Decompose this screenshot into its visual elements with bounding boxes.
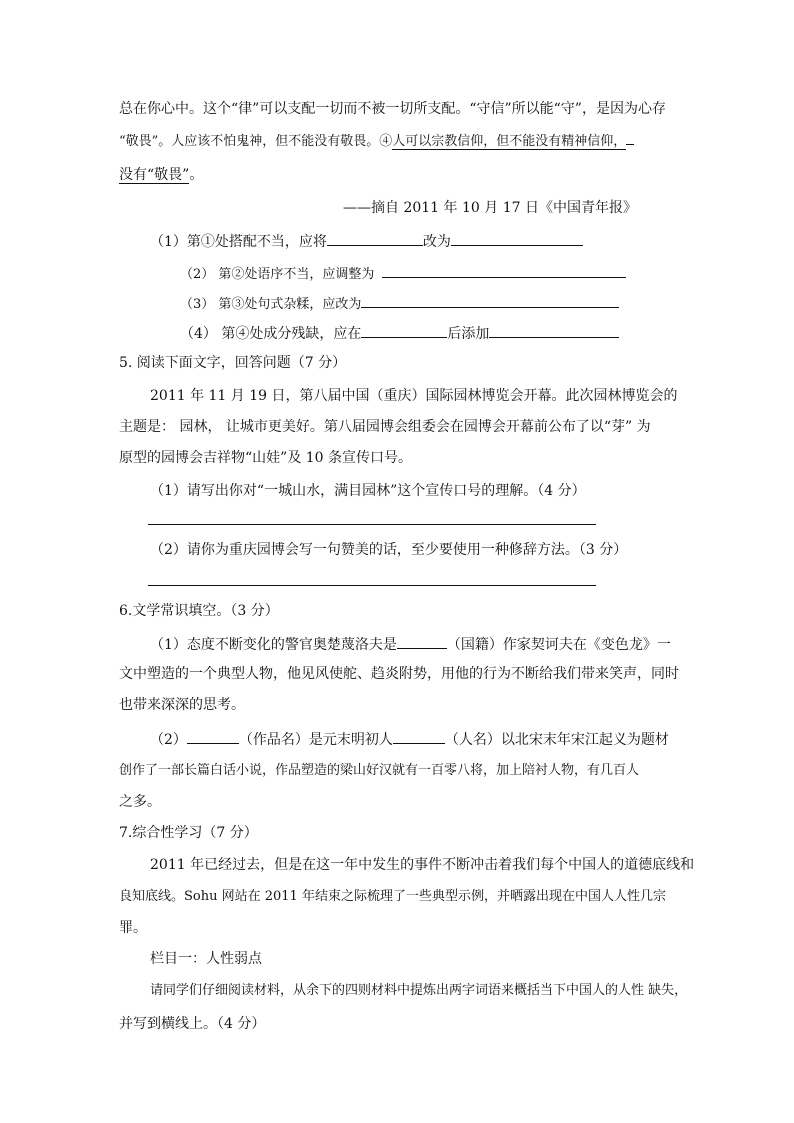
q4-sub3-blank[interactable]: [361, 293, 619, 308]
q5-para-line-3: 原型的园博会吉祥物“山娃”及 10 条宣传口号。: [119, 450, 413, 466]
q6-sub1-text-a: （1）态度不断变化的警官奥楚蔑洛夫是: [150, 637, 397, 653]
q5-sub1-answer-line[interactable]: [148, 524, 596, 525]
passage-line-3: [119, 166, 203, 184]
q7-para-line-3: 罪。: [119, 920, 147, 936]
q4-sub1-blank-1[interactable]: [327, 231, 423, 246]
q7-instruction-line-1: 请同学们仔细阅读材料，从余下的四则材料中提炼出两字词语来概括当下中国人的人性 缺失，: [150, 983, 688, 998]
q4-sub1-mid: 改为: [422, 234, 451, 250]
q6-sub2-text-b: （作品名）是元末明初人: [238, 732, 393, 748]
q6-heading: 6.文学常识填空。（3 分）: [119, 603, 279, 619]
q7-column-title: 栏目一：人性弱点: [150, 951, 262, 967]
passage-source: ——摘自 2011 年 10 月 17 日《中国青年报》: [343, 200, 637, 216]
q4-sub3-label: （3） 第③处句式杂糅，应改为: [180, 297, 362, 312]
q6-sub2-text-a: （2）: [150, 732, 187, 748]
q7-heading: 7.综合性学习（7 分）: [119, 825, 258, 841]
q6-author-name-blank[interactable]: [393, 729, 445, 744]
q4-sub4-blank-2[interactable]: [489, 323, 619, 338]
passage-underlined-sentence: 人可以宗教信仰，但不能没有精神信仰，: [392, 134, 627, 149]
q5-para-line-1: 2011 年 11 月 19 日，第八届中国（重庆）国际园林博览会开幕。此次园林博览会的: [150, 388, 678, 404]
passage-line-2-text: “敬畏”。人应该不怕鬼神，但不能没有敬畏。④: [119, 134, 393, 149]
q6-sub1-line-3: 也带来深深的思考。: [119, 697, 245, 713]
q4-sub2-label: （2） 第②处语序不当，应调整为: [180, 267, 375, 282]
q6-sub1-line-1: [150, 634, 671, 654]
q6-sub1-text-b: （国籍）作家契诃夫在《变色龙》一: [446, 637, 671, 653]
q4-sub1: [150, 231, 583, 251]
q7-instruction-line-2: 并写到横线上。（4 分）: [119, 1016, 266, 1032]
passage-underlined-end: 没有“敬畏”: [119, 167, 190, 183]
q5-sub1: （1）请写出你对“一城山水，满目园林”这个宣传口号的理解。（4 分）: [150, 483, 586, 499]
q4-sub1-label: （1）第①处搭配不当，应将: [150, 234, 327, 250]
passage-line-2: [119, 133, 634, 151]
passage-line-3-period: 。: [189, 167, 204, 183]
q4-sub2-blank[interactable]: [382, 263, 626, 278]
q4-sub4: [180, 323, 619, 343]
q4-sub1-blank-2[interactable]: [451, 231, 583, 246]
q5-heading: 5. 阅读下面文字，回答问题（7 分）: [119, 355, 347, 371]
q6-work-title-blank[interactable]: [187, 729, 239, 744]
q6-sub2-line-1: [150, 729, 669, 749]
q7-para-line-2: 良知底线。Sohu 网站在 2011 年结束之际梳理了一些典型示例，并晒露出现在中国人人性几宗: [119, 889, 666, 904]
q6-nationality-blank[interactable]: [397, 634, 447, 649]
q4-sub4-mid: 后添加: [447, 326, 490, 342]
q4-sub3: [180, 293, 619, 314]
q6-sub2-line-3: 之多。: [119, 794, 161, 810]
q4-sub4-blank-1[interactable]: [361, 323, 447, 338]
q4-sub4-label: （4） 第④处成分残缺，应在: [180, 326, 362, 342]
q7-para-line-1: 2011 年已经过去，但是在这一年中发生的事件不断冲击着我们每个中国人的道德底线和: [150, 857, 695, 873]
q6-sub2-line-2: 创作了一部长篇白话小说，作品塑造的梁山好汉就有一百零八将，加上陪衬人物，有几百人: [119, 763, 640, 778]
q6-sub2-text-c: （人名）以北宋末年宋江起义为题材: [444, 732, 669, 748]
q5-para-line-2: 主题是： 园林， 让城市更美好。第八届园博会组委会在园博会开幕前公布了以“芽” 为: [119, 419, 651, 435]
q6-sub1-line-2: 文中塑造的一个典型人物，他见风使舵、趋炎附势，用他的行为不断给我们带来笑声，同时: [119, 666, 679, 682]
underline-tail: [626, 144, 634, 145]
q5-sub2: （2）请你为重庆园博会写一句赞美的话，至少要使用一种修辞方法。（3 分）: [150, 542, 628, 558]
q4-sub2: [180, 263, 626, 284]
q5-sub2-answer-line[interactable]: [148, 585, 596, 586]
passage-line-1: 总在你心中。这个“律”可以支配一切而不被一切所支配。“守信”所以能“守”，是因为心存: [119, 101, 666, 117]
